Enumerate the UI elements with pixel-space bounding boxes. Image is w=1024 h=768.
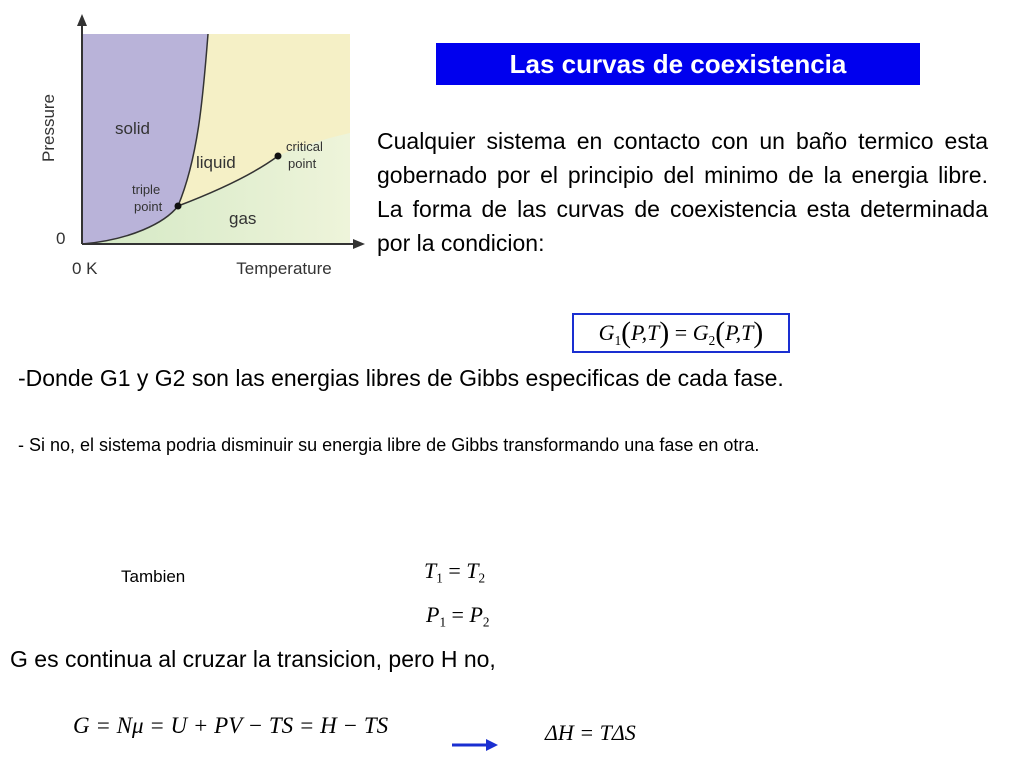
x-axis-arrow (353, 239, 365, 249)
liquid-label: liquid (196, 153, 236, 172)
triple-point-marker (175, 203, 182, 210)
g-continua-line: G es continua al cruzar la transicion, pero H no, (10, 646, 496, 672)
right-arrow-icon (452, 738, 498, 752)
temperature-equality: $T_1 = T_2$ (424, 558, 486, 586)
si-no-line: - Si no, el sistema podria disminuir su energia libre de Gibbs transformando una fase en otra. (18, 435, 760, 455)
coexistence-condition-equation: $G_1(P,T) = G_2(P,T)$ (598, 316, 764, 349)
y-axis-arrow (77, 14, 87, 26)
coexistence-condition-box (572, 313, 790, 353)
x-axis-label: Temperature (236, 259, 332, 278)
tambien-label: Tambien (121, 567, 186, 586)
triple-point-label-line2: point (134, 199, 163, 214)
origin-y-label: 0 (56, 229, 66, 248)
donde-line: -Donde G1 y G2 son las energias libres de Gibbs especificas de cada fase. (18, 365, 784, 391)
solid-label: solid (115, 119, 150, 138)
gibbs-equation: G = Nμ = U + PV − TS = H − TS (73, 713, 389, 738)
critical-point-marker (275, 153, 282, 160)
triple-point-label-line1: triple (132, 182, 161, 197)
enthalpy-equation: ΔH = TΔS (545, 720, 636, 745)
intro-paragraph: Cualquier sistema en contacto con un baño termico esta gobernado por el principio del minimo de la energia libre. La forma de las curvas de coexistencia esta determinada por la condicion: (377, 128, 988, 256)
pressure-equality: $P_1 = P_2$ (426, 602, 490, 630)
gas-label: gas (229, 209, 257, 228)
y-axis-label: Pressure (39, 93, 58, 163)
critical-point-label-line2: point (288, 156, 317, 171)
origin-x-label: 0 K (72, 259, 98, 278)
slide-title: Las curvas de coexistencia (436, 43, 920, 85)
phase-diagram (20, 8, 365, 288)
critical-point-label-line1: critical (286, 139, 323, 154)
